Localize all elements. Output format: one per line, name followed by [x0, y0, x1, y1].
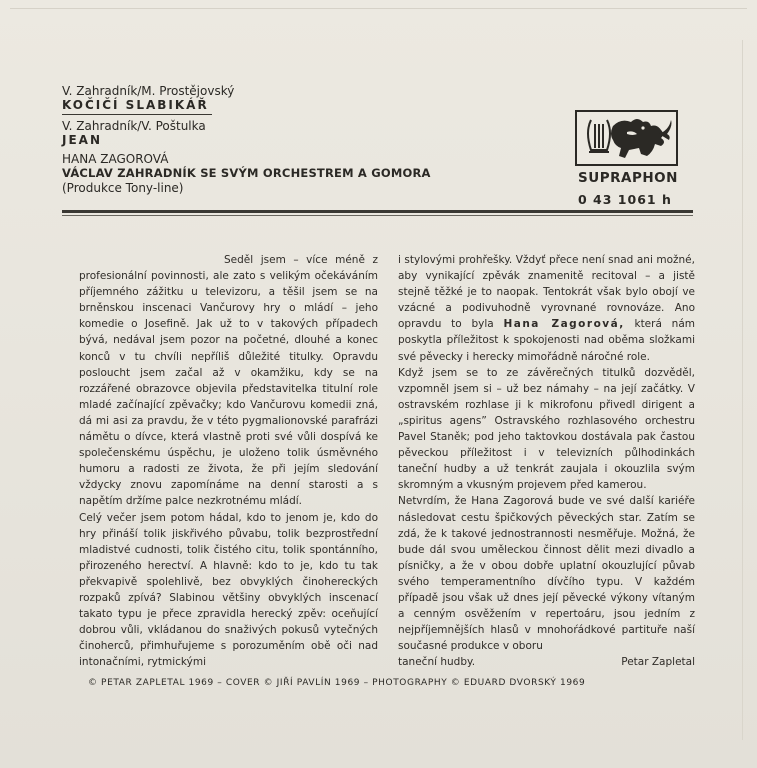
article-paragraph: Když jsem se to ze závěrečných titulků dozvěděl, vzpomněl jsem si – už bez námahy – na její začátky. V ostravském rozhlase ji k mikrofonu přivedl dirigent a „spiritus agens” Ostravského rozhlasového orchestru Pavel Staněk; pod jeho taktovkou dostávala pak častou pěveckou příležitost i v televizních půlhodinkách taneční hudby a už tenkrát zaujala i okouzlila svým skromným a vkusným projevem před kamerou. [398, 366, 695, 492]
production-credit: (Produkce Tony-line) [62, 181, 184, 195]
article-column-left [79, 252, 378, 670]
supraphon-logo-graphic [577, 112, 676, 164]
article-column-right [398, 252, 695, 670]
article-paragraph: Celý večer jsem potom hádal, kdo to jenom je, kdo do hry přináší tolik jiskřivého půvabu, tolik bezprostřední mladistvé cudnosti, tolik čistého citu, tolik spontánního, přirozeného herectví. A hlavně: kdo to je, kdo tu tak překvapivě spolehlivě, bez obvyklých činohereckých rozpaků zpívá? Slabinou většiny obvyklých inscenací takato typu je přece zpravidla herecký zpěv: oceňující dobrou vůli, vkládanou do snaživých pokusů vytečných činoherců, přimhuřujeme s porozuměním obě oči nad intonačními, rytmickými [79, 511, 378, 669]
track2-title: JEAN [62, 133, 102, 147]
article-paragraph: Seděl jsem – více méně z profesionální povinnosti, ale zato s velikým očekáváním příjemného zážitku u televizoru, a těšil jsem se na brněnskou inscenaci Vančurovy hry o mládí – jeho komedie o Josefině. Jak už to v takových případech bývá, nedával jsem pozor na početné, dlouhé a konec konců v tu chvíli nepříliš důležité titulky. Opravdu posloucht jsem začal až v okamžiku, kdy se na rozzářené obrazovce objevila představitelka titulní role mladé začínající zpěvačky; kdo Vančurovu komedii zná, dá mi asi za pravdu, že v této pygmalionovské parafrázi námětu o dívce, která vlastně proti své vůli dospívá ke společenskému úspěchu, je uloženo tolik úsměvného humoru a radosti ze života, že při jejím sledování vždycky znovu zapomínáme na denní starosti a s napětím držíme palce nezkrotnému mládí. [79, 254, 378, 508]
article-signature-line: taneční hudby. Petar Zapletal [398, 654, 695, 670]
article-paragraph: Netvrdím, že Hana Zagorová bude ve své další kariéře následovat cestu špičkových pěveckých star. Zatím se zdá, že k takové jednostrannosti nesměřuje. Možná, že bude dál svou uměleckou činnost dělit mezi divadlo a písničky, a že v obou dobře uplatní okouzlující půvab svého temperamentního dívčího typu. V každém případě jsou však už dnes její pěvecké výkony vítaným a cenným osvěžením v repertoáru, jsou jedním z nejpříjemnějších hlasů v mnohoŕádkové partituře naší současné produkce v oboru [398, 495, 695, 653]
author-signature: Petar Zapletal [621, 656, 695, 669]
artist-highlight: Hana Zagorová, [503, 318, 625, 331]
header-rule-thin [62, 215, 693, 216]
header-rule-thick [62, 210, 693, 213]
track1-authors: V. Zahradník/M. Prostějovský [62, 84, 235, 98]
sleeve-edge-top [10, 8, 747, 9]
track-divider [62, 114, 212, 115]
orchestra-credit: VÁCLAV ZAHRADNÍK SE SVÝM ORCHESTREM A GOMORA [62, 166, 431, 180]
brand-name: SUPRAPHON [578, 170, 678, 186]
track-listing [62, 84, 462, 195]
artist-name: HANA ZAGOROVÁ [62, 152, 169, 166]
track2-authors: V. Zahradník/V. Poštulka [62, 119, 206, 133]
article-paragraph: i stylovými prohřešky. Vždyť přece není snad ani možné, aby vynikající zpěvák znamenitě recitoval – a jistě stejně těžké je to naopak. Tentokrát však bylo obojí ve vzácné a podivuhodně vyrovnané rovnováze. Ano opravdu to byla Hana Zagorová, která nám poskytla příležitost k spokojenosti nad oběma složkami své pěvecky i herecky mimořádně náročné role. [398, 254, 695, 363]
track1-title: KOČIČÍ SLABIKÁŘ [62, 98, 209, 112]
lion-lyre-icon [575, 110, 678, 166]
sleeve-edge-right [742, 40, 743, 740]
copyright-footer: © PETAR ZAPLETAL 1969 – COVER © JIŘÍ PAVLÍN 1969 – PHOTOGRAPHY © EDUARD DVORSKÝ 1969 [88, 678, 586, 688]
catalog-number: 0 43 1061 h [578, 192, 672, 207]
